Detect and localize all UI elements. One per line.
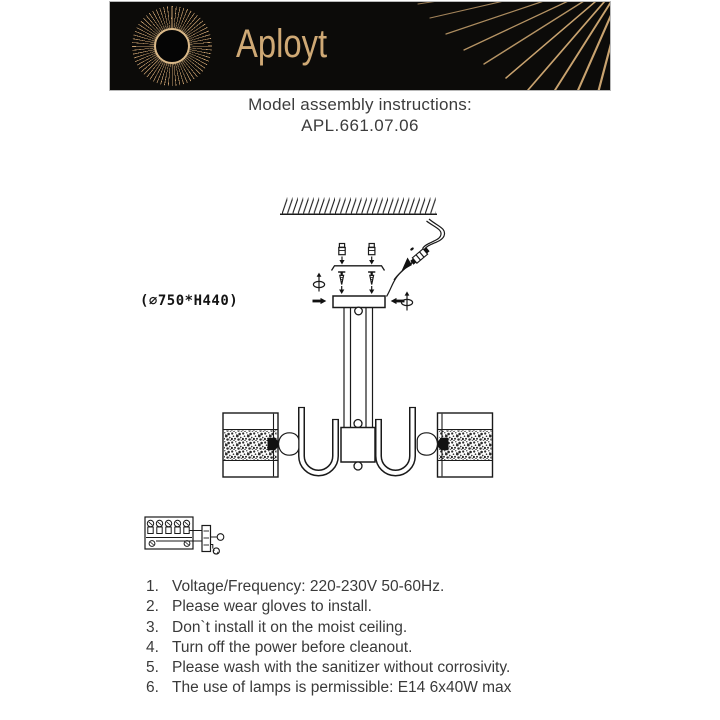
list-number: 5.	[146, 659, 159, 677]
push-arrow-icon	[402, 258, 413, 272]
assembly-diagram	[130, 190, 590, 560]
list-number: 4.	[146, 638, 159, 656]
decorative-rays-icon	[310, 2, 610, 90]
list-number: 3.	[146, 618, 159, 636]
page-title: Model assembly instructions:	[248, 95, 472, 114]
dimensions-label: (∅750*H440)	[140, 293, 239, 309]
rotate-symbol-left	[313, 273, 324, 292]
model-number: APL.661.07.06	[301, 116, 419, 135]
list-item	[146, 577, 616, 597]
list-item	[146, 658, 616, 678]
list-item	[146, 638, 616, 658]
list-number: 1.	[146, 578, 159, 595]
canopy-plate	[333, 296, 385, 315]
list-item	[146, 678, 616, 698]
list-item	[146, 618, 616, 638]
list-text: Please wash with the sanitizer without corrosivity.	[172, 659, 511, 677]
mounting-bracket	[332, 266, 385, 271]
brand-banner	[110, 2, 610, 90]
list-text: Turn off the power before cleanout.	[172, 638, 413, 656]
list-text: Please wear gloves to install.	[172, 598, 372, 616]
supply-wire	[387, 219, 445, 297]
sunburst-core-icon	[154, 28, 190, 64]
list-number: 6.	[146, 679, 159, 697]
brand-wordmark: Aployt	[236, 22, 328, 66]
slide-arrow-left-icon	[313, 298, 327, 304]
screw-icons	[338, 272, 375, 294]
list-number: 2.	[146, 598, 159, 616]
list-text: Don`t install it on the moist ceiling.	[172, 618, 408, 636]
list-text: Voltage/Frequency: 220-230V 50-60Hz.	[172, 578, 445, 595]
list-item	[146, 597, 616, 617]
instructions-list	[146, 577, 616, 699]
list-text: The use of lamps is permissible: E14 6x40W max	[172, 679, 512, 697]
chandelier-body	[341, 420, 375, 471]
wall-plug-icons	[338, 244, 375, 265]
stem-rods	[344, 308, 373, 429]
terminal-block-diagram	[145, 517, 224, 554]
ceiling-hatch	[280, 197, 437, 214]
